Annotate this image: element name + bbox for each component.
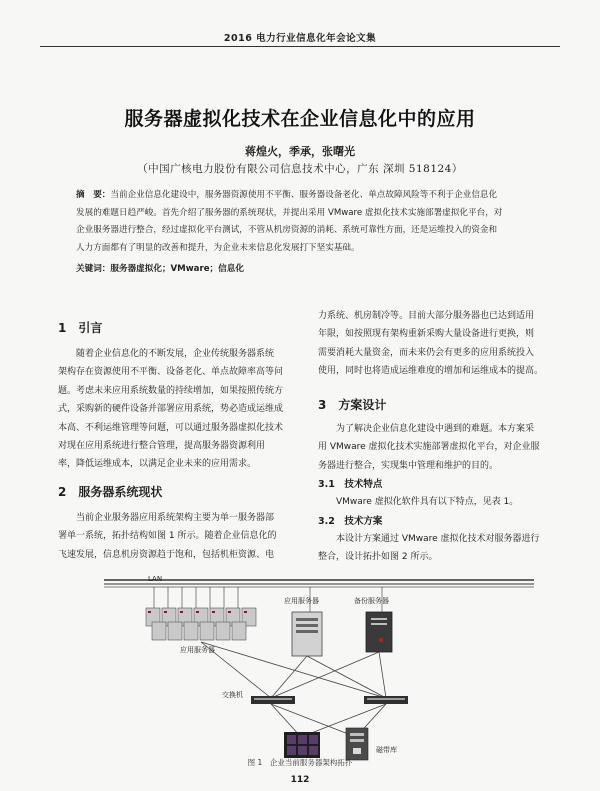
paragraph-line: 架构存在资源使用不平衡、设备老化、单点故障率高等问	[58, 367, 284, 378]
paragraph-line: 对现在应用系统进行整合管理，提高服务器资源利用	[58, 441, 266, 452]
paragraph-line: 当前企业服务器应用系统架构主要为单一服务器部	[76, 513, 275, 523]
paper-authors: 蒋煌火，季承，张曙光	[245, 145, 355, 158]
paragraph-line: 本高、不利运维管理等问题，可以通过服务器虚拟化技术	[58, 422, 284, 433]
backup-server	[366, 612, 392, 652]
paragraph-line: 随着企业信息化的不断发展，企业传统服务器系统	[76, 349, 275, 359]
paragraph-line: 力系统、机房制冷等。目前大部分服务器也已达到适用	[318, 311, 535, 321]
abstract-line: 摘 要：当前企业信息化建设中，服务器资源使用不平衡、服务器设备老化、单点故障风险等不利于企业信息化	[76, 190, 498, 200]
tape-library-label: 磁带库	[376, 746, 397, 754]
paragraph-line: VMware 虚拟化软件具有以下特点，见表 1。	[336, 497, 519, 507]
paper-title: 服务器虚拟化技术在企业信息化中的应用	[124, 108, 476, 130]
backup-server-label: 备份服务器	[354, 597, 389, 605]
paragraph-line: 式，采购新的硬件设备并部署应用系统，势必造成运维成	[58, 404, 284, 415]
paragraph-line: 本设计方案通过 VMware 虚拟化技术对服务器进行	[336, 534, 540, 544]
section-3-body	[318, 420, 554, 475]
app-server	[292, 612, 322, 656]
lan-label: LAN	[148, 575, 163, 583]
topology-diagram	[96, 572, 536, 764]
abstract-line: 发展的难题日趋严峻。首先介绍了服务器的系统现状，并提出采用 VMware 虚拟化技术实施部署虚拟化平台，对	[76, 207, 503, 218]
paragraph-line: 题。考虑未来应用系统数量的持续增加，如果按照传统方	[58, 385, 284, 396]
tape-library	[346, 728, 368, 760]
section-1-heading: 1 引言	[58, 321, 103, 335]
paragraph-line: 整合，设计拓扑如图 2 所示。	[318, 552, 438, 563]
paragraph-line: 为了解决企业信息化建设中遇到的难题。本方案采	[336, 424, 535, 434]
paragraph-line: 率，降低运维成本，以满足企业未来的应用需求。	[58, 459, 257, 470]
paragraph-line: 署单一系统，拓扑结构如图 1 所示。随着企业信息化的	[58, 531, 277, 542]
paper-affiliation: （中国广核电力股份有限公司信息技术中心，广东 深圳 518124）	[137, 163, 463, 175]
section-3-heading: 3 方案设计	[318, 398, 387, 412]
abstract-label: 摘 要：	[76, 190, 111, 200]
paragraph-line: 年限，如按照现有架构重新采购大量设备进行更换，则	[318, 329, 535, 340]
paragraph-line: 用 VMware 虚拟化技术实施部署虚拟化平台，对企业服	[318, 442, 540, 453]
section-3-2-body	[318, 530, 554, 567]
paragraph-line: 使用，同时也将造成运维难度的增加和运维成本的提高。	[318, 366, 544, 377]
switch-right	[364, 696, 408, 704]
app-server-group	[146, 608, 256, 640]
section-1-body	[58, 345, 296, 474]
section-2-body	[58, 509, 296, 564]
figure-caption: 图 1 企业当前服务器架构拓扑	[247, 758, 353, 767]
section-3-2-heading: 3.2 技术方案	[318, 516, 383, 527]
abstract	[76, 187, 548, 257]
storage-array	[284, 732, 320, 758]
page-number: 112	[290, 775, 310, 785]
section-2-heading: 2 服务器系统现状	[58, 485, 163, 499]
switch-left	[251, 696, 295, 704]
section-2-continued	[318, 307, 554, 381]
paragraph-line: 务器进行整合，实现集中管理和维护的目的。	[318, 460, 499, 471]
switch-label: 交换机	[222, 691, 243, 699]
paragraph-line: 需要消耗大量资金，而未来仍会有更多的应用系统投入	[318, 347, 535, 358]
keywords: 关键词：服务器虚拟化；VMware；信息化	[76, 264, 244, 274]
section-3-1-body	[318, 493, 554, 511]
section-3-1-heading: 3.1 技术特点	[318, 479, 383, 490]
running-header: 2016 电力行业信息化年会论文集	[223, 33, 377, 44]
abstract-line: 人力方面都有了明显的改善和提升，为企业未来信息化发展打下坚实基础。	[76, 242, 360, 253]
app-server-label: 应用服务器	[284, 597, 319, 605]
header-rule	[40, 46, 560, 47]
paragraph-line: 飞速发展，信息机房资源趋于饱和，包括机柜资源、电	[58, 549, 275, 560]
abstract-line: 企业服务器进行整合，经过虚拟化平台测试，不管从机房资源的消耗、系统可靠性方面，还是运维投入的资金和	[76, 225, 498, 236]
app-servers-label: 应用服务器	[180, 646, 215, 654]
